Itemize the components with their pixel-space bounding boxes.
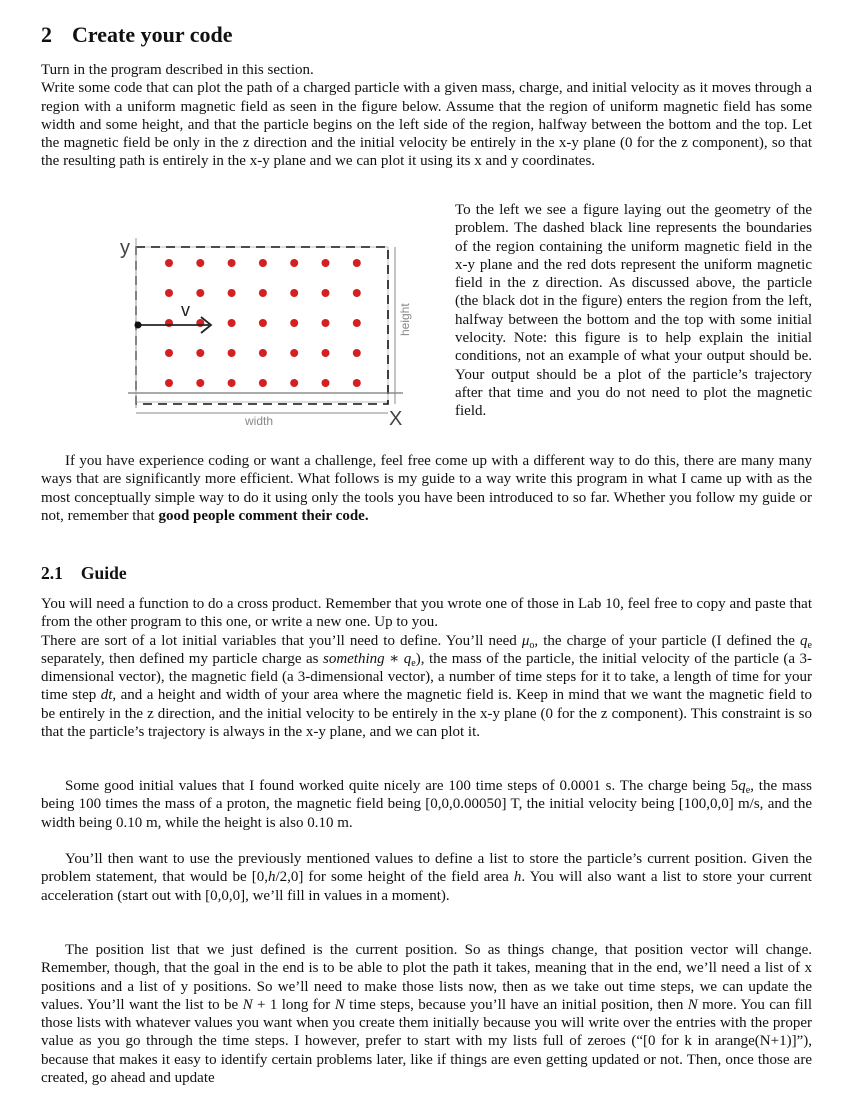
magnetic-field-dot (259, 319, 267, 327)
text-run: If you have experience coding or want a challenge, feel free come up with a different way to do this, there are many many ways that are significantly more efficient. What follows is my guide to a way write this program in what I came up with as the most conceptually simple way to do it using only the tools you have been introduced to so far. Whether you follow my guide or not, remember that (41, 453, 812, 524)
magnetic-field-dot (322, 319, 330, 327)
width-label: width (245, 414, 274, 428)
text-run: You’ll then want to use the previously mentioned values to define a list to store the particle’s current position. Given the problem statement, that would be [0, (41, 851, 812, 886)
magnetic-field-dot (259, 379, 267, 387)
text-run: Turn in the program described in this section. (41, 62, 314, 78)
subscript: e (411, 657, 416, 669)
magnetic-field-dot (322, 259, 330, 267)
guide-block-4 (41, 941, 812, 1087)
challenge-paragraph (41, 452, 812, 525)
magnetic-field-dot (196, 259, 204, 267)
magnetic-field-dot (196, 379, 204, 387)
magnetic-field-dot (353, 259, 361, 267)
text-run: ), the mass of the particle, the initial velocity of the particle (a 3-dimensional vector), the magnetic field (a 3-dimensional vector), a number of time steps for it to take, a length of time for your time step (41, 650, 812, 704)
text-run: time steps, because you’ll have an initial position, then (344, 996, 688, 1013)
intro-paragraph (41, 61, 812, 79)
magnetic-field-dot (353, 379, 361, 387)
math-symbol: N (242, 996, 253, 1013)
caption-paragraph (455, 201, 812, 421)
magnetic-field-dot (322, 289, 330, 297)
bold-text: good people comment their code. (158, 507, 369, 524)
text-run: There are sort of a lot initial variables that you’ll need to define. You’ll need (41, 632, 522, 649)
magnetic-field-dot (290, 289, 298, 297)
figure-caption (455, 201, 812, 421)
magnetic-field-dot (228, 259, 236, 267)
subscript: e (745, 785, 751, 796)
magnetic-field-dot (165, 349, 173, 357)
magnetic-field-dot (165, 289, 173, 297)
text-run: To the left we see a figure laying out the geometry of the problem. The dashed black line represents the boundaries of the region containing the uniform magnetic field in the x-y plane and the red dots represent the uniform magnetic field in the z direction. As discussed above, the particle (the black dot in the figure) enters the region from the left, halfway between the bottom and the top with some initial velocity. Note: this figure is to help explain the initial conditions, not an example of what your output should be. Your output should be a plot of the particle’s trajectory after that time and you do not need to plot the magnetic field. (455, 202, 812, 420)
math-symbol: N (334, 996, 345, 1013)
math-symbol: dt (100, 687, 113, 704)
subsection-heading: 2.1 Guide (41, 563, 127, 583)
math-symbol: h (513, 869, 522, 886)
magnetic-field-dot (196, 349, 204, 357)
magnetic-field-dot (259, 349, 267, 357)
text-run: , and a height and width of your area where the magnetic field is. Keep in mind that we want the magnetic field to be entirely in the z direction, and the initial velocity to be entirely in the x-y plane (0 for the z component). This constraint is so that the particle’s trajectory is always in the x-y plane, and we can plot it. (41, 687, 813, 741)
velocity-label: v (181, 300, 190, 320)
math-symbol: μ (521, 632, 530, 649)
height-label: height (398, 303, 412, 336)
magnetic-field-dot (353, 349, 361, 357)
magnetic-field-dot (196, 289, 204, 297)
text-run: /2,0] for some height of the field area (275, 869, 514, 886)
text-run: Write some code that can plot the path of a charged particle with a given mass, charge, and initial velocity as it moves through a region with a uniform magnetic field as seen in the figure below. Assume that the region of uniform magnetic field has some width and some height, and that the particle begins on the left side of the region, halfway between the bottom and the top. Let the magnetic field be only in the z direction and the initial velocity be entirely in the x-y plane (0 for the z component), so that the resulting path is entirely in the x-y plane and we can plot it using its x and y coordinates. (41, 80, 812, 170)
magnetic-field-dot (228, 289, 236, 297)
text-run: more. You can fill those lists with whatever values you want when you create them initially because you will write over the entries with the proper value as you go through the time steps. I however, prefer to start with my lists full of zeroes (“[0 for k in arange(N+1)]”), because that makes it easy to identify certain problems later, like if things are even getting updated or not. Then, once those are created, go ahead and update (41, 996, 812, 1087)
guide-paragraph (41, 777, 812, 832)
math-symbol: q (738, 778, 746, 794)
math-symbol: something (322, 650, 385, 667)
magnetic-field-dot (228, 349, 236, 357)
x-axis-label: X (389, 408, 403, 430)
text-run: separately, then defined my particle charge as (41, 650, 323, 667)
text-run: , the charge of your particle (I defined the (534, 632, 801, 649)
math-symbol: q (403, 650, 412, 667)
magnetic-field-dot (259, 289, 267, 297)
magnetic-field-dot (322, 349, 330, 357)
magnetic-field-dot (290, 259, 298, 267)
section-heading: 2 Create your code (41, 22, 233, 47)
text-run: , the mass being 100 times the mass of a proton, the magnetic field being [0,0,0.00050] T, the initial velocity being [100,0,0] m/s, and the width being 0.10 m, while the height is also 0.10 m. (41, 778, 812, 831)
geometry-figure (103, 228, 423, 433)
magnetic-field-dot (259, 259, 267, 267)
text-run: Some good initial values that I found worked quite nicely are 100 time steps of 0.0001 s. The charge being 5 (65, 778, 739, 794)
subscript: e (807, 639, 812, 651)
guide-paragraph (41, 850, 812, 905)
guide-block-3 (41, 850, 812, 905)
guide-paragraph (41, 595, 812, 632)
magnetic-field-dot (228, 379, 236, 387)
text-run: . You will also want a list to store your current acceleration (start out with [0,0,0], we’ll fill in values in a moment). (41, 869, 812, 904)
magnetic-field-dot (165, 379, 173, 387)
magnetic-field-dot (322, 379, 330, 387)
magnetic-field-dot (290, 319, 298, 327)
magnetic-field-dot (228, 319, 236, 327)
magnetic-field-dot (290, 349, 298, 357)
math-symbol: N (687, 996, 698, 1013)
math-symbol: q (800, 632, 808, 649)
text-run: + 1 long for (252, 996, 335, 1013)
text-run: ∗ (384, 650, 404, 667)
magnetic-field-dot (353, 319, 361, 327)
text-run: The position list that we just defined is the current position. So as things change, that position vector will change. Remember, though, that the goal in the end is to be able to plot the path it takes, meaning that in the end, we’ll need a list of x positions and a list of y positions. So we’ll need to make those lists now, then as we take out time steps, we can update the values. You’ll want the list to be (41, 942, 812, 1013)
magnetic-field-dot (353, 289, 361, 297)
figure-diagram (103, 228, 423, 433)
magnetic-field-dot (290, 379, 298, 387)
particle-dot (135, 322, 142, 329)
intro (41, 61, 812, 171)
text-run: You will need a function to do a cross product. Remember that you wrote one of those in Lab 10, feel free to copy and paste that from the other program to this one, or write a new one. Up to you. (41, 596, 812, 631)
y-axis-label: y (120, 237, 130, 259)
challenge (41, 452, 812, 525)
guide-block-2 (41, 777, 812, 832)
intro-paragraph (41, 79, 812, 170)
guide-block-1 (41, 595, 812, 741)
magnetic-field-dot (165, 259, 173, 267)
math-symbol: h (267, 869, 276, 886)
guide-paragraph (41, 632, 812, 742)
guide-paragraph (41, 941, 812, 1087)
subscript: o (529, 639, 535, 651)
